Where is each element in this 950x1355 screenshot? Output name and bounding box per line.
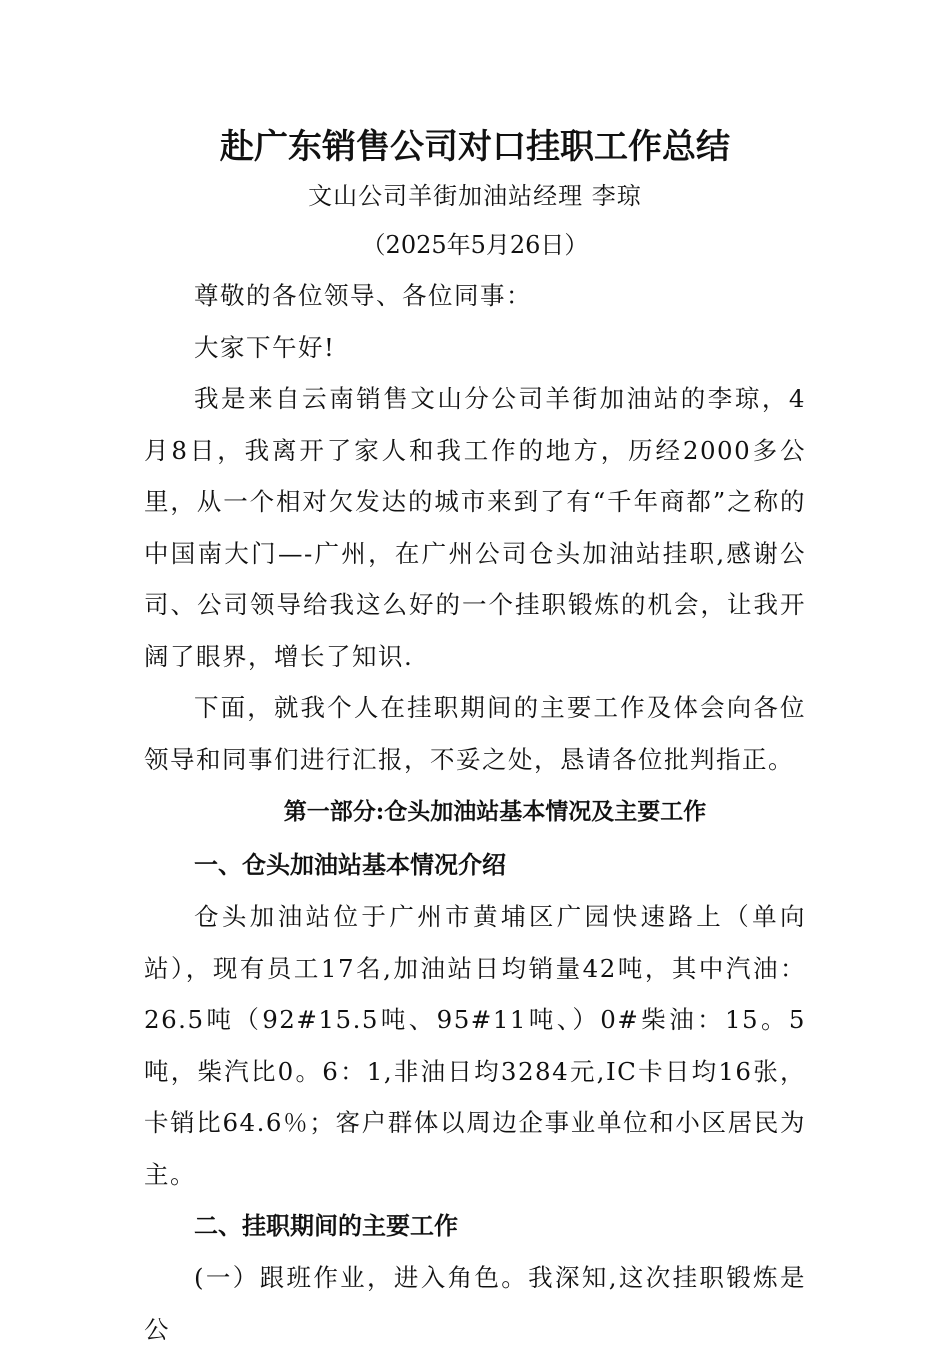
part-one-heading: 第一部分:仓头加油站基本情况及主要工作 xyxy=(283,798,707,825)
intro-paragraph: 我是来自云南销售文山分公司羊街加油站的李琼，4月8日，我离开了家人和我工作的地方，历经2000多公里，从一个相对欠发达的城市来到了有“千年商都”之称的中国南大门—-广州，在广州公司仓头加油站挂职,感谢公司、公司领导给我这么好的一个挂职锻炼的机会，让我开阔了眼界，增长了知识. xyxy=(144,384,806,671)
document-page xyxy=(144,118,806,1355)
salutation: 尊敬的各位领导、各位同事： xyxy=(194,281,532,310)
report-paragraph: 下面，就我个人在挂职期间的主要工作及体会向各位领导和同事们进行汇报，不妥之处，恳请各位批判指正。 xyxy=(144,693,806,774)
greeting: 大家下午好! xyxy=(194,332,336,362)
section-two-heading: 二、挂职期间的主要工作 xyxy=(194,1212,458,1240)
author-line: 文山公司羊街加油站经理 李琼 xyxy=(308,182,642,210)
subsection-one-paragraph: (一）跟班作业，进入角色。我深知,这次挂职锻炼是公 xyxy=(144,1263,806,1344)
section-one-heading: 一、仓头加油站基本情况介绍 xyxy=(194,851,506,879)
date-line: （2025年5月26日） xyxy=(361,231,589,259)
document-title: 赴广东销售公司对口挂职工作总结 xyxy=(220,127,730,167)
section-one-paragraph: 仓头加油站位于广州市黄埔区广园快速路上（单向站），现有员工17名,加油站日均销量42吨，其中汽油：26.5吨（92#15.5吨、95#11吨、）0#柴油：15。5吨，柴汽比0。6：1,非油日均3284元,IC卡日均16张，卡销比64.6％；客户群体以周边企事业单位和小区居民为主。 xyxy=(144,902,806,1189)
